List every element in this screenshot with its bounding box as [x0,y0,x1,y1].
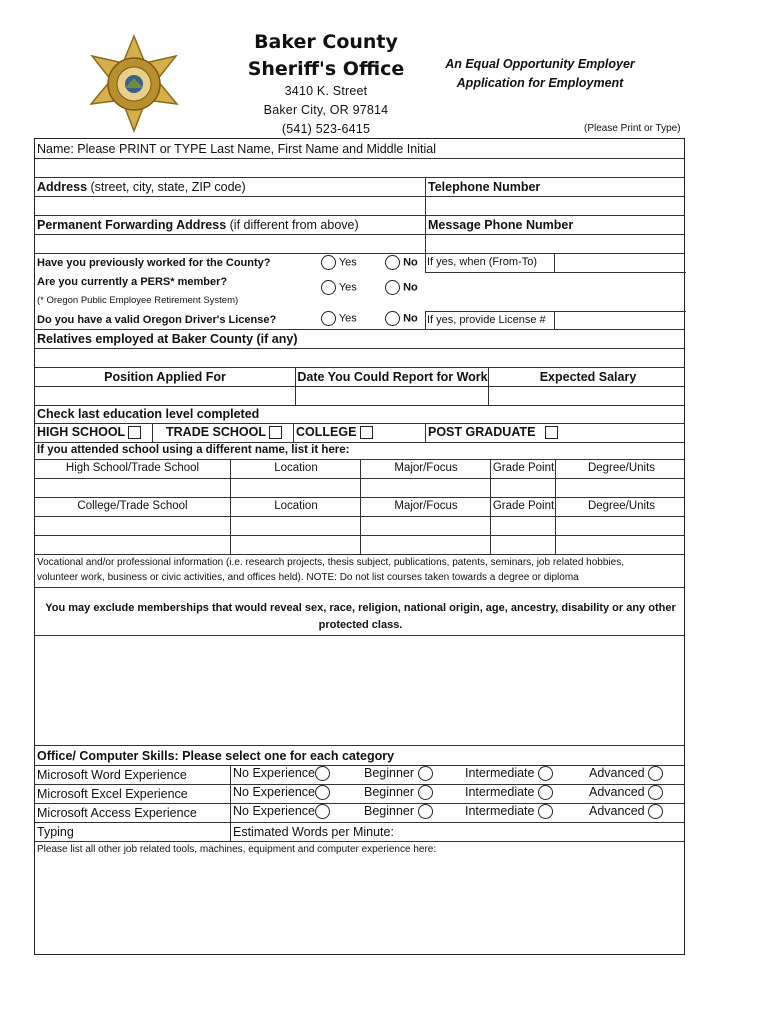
location-header: Location [274,462,318,474]
position-label-cell [35,368,295,386]
pers-note: (* Oregon Public Employee Retirement System) [37,295,239,306]
grade-col-1 [490,460,555,478]
school-header: High School/Trade School [65,462,200,474]
position-label: Position Applied For [104,370,226,384]
diff-name-row [35,442,684,459]
name-label: Name: Please PRINT or TYPE Last Name, First Name and Middle Initial [37,142,436,156]
org-name-line1: Baker County [254,31,398,53]
pers-yes-option[interactable]: Yes [321,280,357,295]
grade-header: Grade Point [492,500,555,512]
position-field[interactable] [35,387,295,405]
questions-block [35,253,684,329]
name-field[interactable] [35,158,684,177]
vocational-text-line1: Vocational and/or professional information (i.e. research projects, thesis subject, publications, patents, seminars, job related hobbies, [37,557,624,568]
address-label: Address (street, city, state, ZIP code) [37,180,246,194]
skill-label-excel: Microsoft Excel Experience [37,787,188,801]
forwarding-header-row [35,215,684,234]
word-none-radio[interactable] [315,766,330,781]
worked-no-option[interactable]: No [385,255,418,270]
date-report-label-cell [295,368,488,386]
edu-high-school-option[interactable]: HIGH SCHOOL [37,425,141,439]
exclude-block [35,587,684,635]
worked-no-radio[interactable] [385,255,400,270]
wpm-label: Estimated Words per Minute: [233,825,394,839]
excel-advanced-option[interactable]: Advanced [589,785,663,800]
message-phone-field[interactable] [425,235,686,253]
major-entry-field[interactable] [360,536,490,554]
edu-post-graduate-option[interactable]: POST GRADUATE [428,425,558,439]
excel-beginner-radio[interactable] [418,785,433,800]
typing-row [35,822,684,841]
access-beginner-radio[interactable] [418,804,433,819]
school-col-2 [35,498,230,516]
forwarding-field-row [35,234,684,253]
excel-intermediate-option[interactable]: Intermediate [465,785,553,800]
edu-trade-cell [152,424,293,442]
telephone-field[interactable] [425,197,686,215]
school-col-1 [35,460,230,478]
excel-advanced-radio[interactable] [648,785,663,800]
license-number-field[interactable] [554,311,686,330]
major-header: Major/Focus [394,462,458,474]
word-beginner-option[interactable]: Beginner [364,766,433,781]
when-label-cell [425,254,554,273]
salary-label-cell [488,368,686,386]
grade-col-2 [490,498,555,516]
typing-wpm-cell[interactable] [230,823,686,841]
major-header: Major/Focus [394,500,458,512]
pers-yes-radio[interactable] [321,280,336,295]
college-entry-field[interactable] [35,536,230,554]
diff-name-label: If you attended school using a different name, list it here: [37,444,350,456]
access-none-option[interactable]: No Experience [233,804,330,819]
edu-college-option[interactable]: COLLEGE [296,425,373,439]
if-yes-when-label: If yes, when (From-To) [427,256,538,268]
org-street: 3410 K. Street [284,84,368,98]
degree-entry-field[interactable] [555,479,686,497]
degree-col-2 [555,498,686,516]
major-col-2 [360,498,490,516]
sheriff-badge-logo [84,34,184,134]
org-city: Baker City, OR 97814 [263,103,389,117]
position-header-row [35,367,684,386]
degree-col-1 [555,460,686,478]
college-header: College/Trade School [77,500,188,512]
major-entry-field[interactable] [360,517,490,535]
location-col-2 [230,498,360,516]
education-label: Check last education level completed [37,407,260,421]
skill-row-excel [35,784,684,803]
skill-options-excel [230,785,686,803]
forwarding-field[interactable] [35,235,425,253]
application-title: Application for Employment [456,76,624,90]
eoe-statement: An Equal Opportunity Employer [445,57,635,71]
word-beginner-radio[interactable] [418,766,433,781]
license-no-option[interactable]: No [385,311,418,326]
word-intermediate-radio[interactable] [538,766,553,781]
relatives-field[interactable] [35,348,684,367]
if-yes-license-label: If yes, provide License # [427,314,546,326]
college-checkbox[interactable] [360,426,373,439]
degree-entry-field[interactable] [555,536,686,554]
access-intermediate-option[interactable]: Intermediate [465,804,553,819]
org-phone: (541) 523-6415 [281,122,371,136]
excel-none-radio[interactable] [315,785,330,800]
relatives-label-row [35,329,684,348]
license-yes-radio[interactable] [321,311,336,326]
word-intermediate-option[interactable]: Intermediate [465,766,553,781]
skills-heading: Office/ Computer Skills: Please select one for each category [37,749,395,763]
q-drivers-license: Do you have a valid Oregon Driver's License? [37,314,277,326]
other-tools-label: Please list all other job related tools, machines, equipment and computer experience here: [37,844,437,855]
excel-beginner-option[interactable]: Beginner [364,785,433,800]
telephone-label-cell [425,178,686,196]
vocational-text-line2: volunteer work, business or civic activities, and offices held). NOTE: Do not list courses taken towards a degree or diploma [37,572,579,583]
degree-header: Degree/Units [587,500,656,512]
location-entry-field[interactable] [230,536,360,554]
pers-no-radio[interactable] [385,280,400,295]
message-phone-label: Message Phone Number [428,218,574,232]
license-label-cell [425,311,554,330]
access-advanced-option[interactable]: Advanced [589,804,663,819]
word-advanced-radio[interactable] [648,766,663,781]
q-worked-county: Have you previously worked for the County? [37,257,271,269]
exclude-text-line2: protected class. [318,619,403,631]
license-no-radio[interactable] [385,311,400,326]
skill-options-access [230,804,686,822]
location-entry-field[interactable] [230,517,360,535]
skill-options-word [230,766,686,784]
salary-label: Expected Salary [539,370,637,384]
address-field-row [35,196,684,215]
skills-heading-row [35,745,684,765]
other-tools-area[interactable] [35,841,684,954]
degree-entry-field[interactable] [555,517,686,535]
vocational-answer-area[interactable] [35,635,684,745]
worked-yes-option[interactable]: Yes [321,255,357,270]
skill-row-word [35,765,684,784]
location-header: Location [274,500,318,512]
degree-header: Degree/Units [587,462,656,474]
access-intermediate-radio[interactable] [538,804,553,819]
access-advanced-radio[interactable] [648,804,663,819]
grade-entry-field[interactable] [490,536,555,554]
major-col-1 [360,460,490,478]
post-graduate-checkbox[interactable] [545,426,558,439]
school-entry-field[interactable] [35,479,230,497]
school-entry-row [35,478,684,497]
edu-college-cell [293,424,425,442]
location-entry-field[interactable] [230,479,360,497]
college-entry-field[interactable] [35,517,230,535]
typing-label: Typing [37,825,74,839]
when-field[interactable] [554,254,686,273]
date-report-field[interactable] [295,387,488,405]
grade-entry-field[interactable] [490,517,555,535]
college-entry-row-1 [35,516,684,535]
edu-trade-school-option[interactable]: TRADE SCHOOL [166,425,282,439]
message-phone-label-cell [425,216,686,234]
salary-field[interactable] [488,387,686,405]
major-entry-field[interactable] [360,479,490,497]
q-pers-member: Are you currently a PERS* member? [37,276,228,288]
grade-entry-field[interactable] [490,479,555,497]
forwarding-label: Permanent Forwarding Address (if different from above) [37,218,359,232]
trade-school-checkbox[interactable] [269,426,282,439]
telephone-label: Telephone Number [428,180,541,194]
print-note: (Please Print or Type) [584,123,681,134]
access-none-radio[interactable] [315,804,330,819]
word-advanced-option[interactable]: Advanced [589,766,663,781]
application-form [34,138,685,955]
skill-label-word: Microsoft Word Experience [37,768,187,782]
license-yes-option[interactable]: Yes [321,311,357,326]
edu-postgrad-cell [425,424,686,442]
vocational-block [35,554,684,587]
college-entry-row-2 [35,535,684,554]
school-header-row-1 [35,459,684,478]
address-field[interactable] [35,197,425,215]
exclude-text-line1: You may exclude memberships that would reveal sex, race, religion, national origin, age, ancestry, disability or any other [45,602,676,614]
skill-label-access: Microsoft Access Experience [37,806,197,820]
worked-yes-radio[interactable] [321,255,336,270]
high-school-checkbox[interactable] [128,426,141,439]
address-header-row [35,177,684,196]
excel-none-option[interactable]: No Experience [233,785,330,800]
word-none-option[interactable]: No Experience [233,766,330,781]
grade-header: Grade Point [492,462,555,474]
excel-intermediate-radio[interactable] [538,785,553,800]
skill-row-access [35,803,684,822]
access-beginner-option[interactable]: Beginner [364,804,433,819]
pers-no-option[interactable]: No [385,280,418,295]
org-name-line2: Sheriff's Office [247,58,405,80]
position-field-row [35,386,684,405]
relatives-label: Relatives employed at Baker County (if any) [37,332,298,346]
date-report-label: Date You Could Report for Work [297,370,488,384]
school-header-row-2 [35,497,684,516]
education-options-row [35,423,684,442]
location-col-1 [230,460,360,478]
